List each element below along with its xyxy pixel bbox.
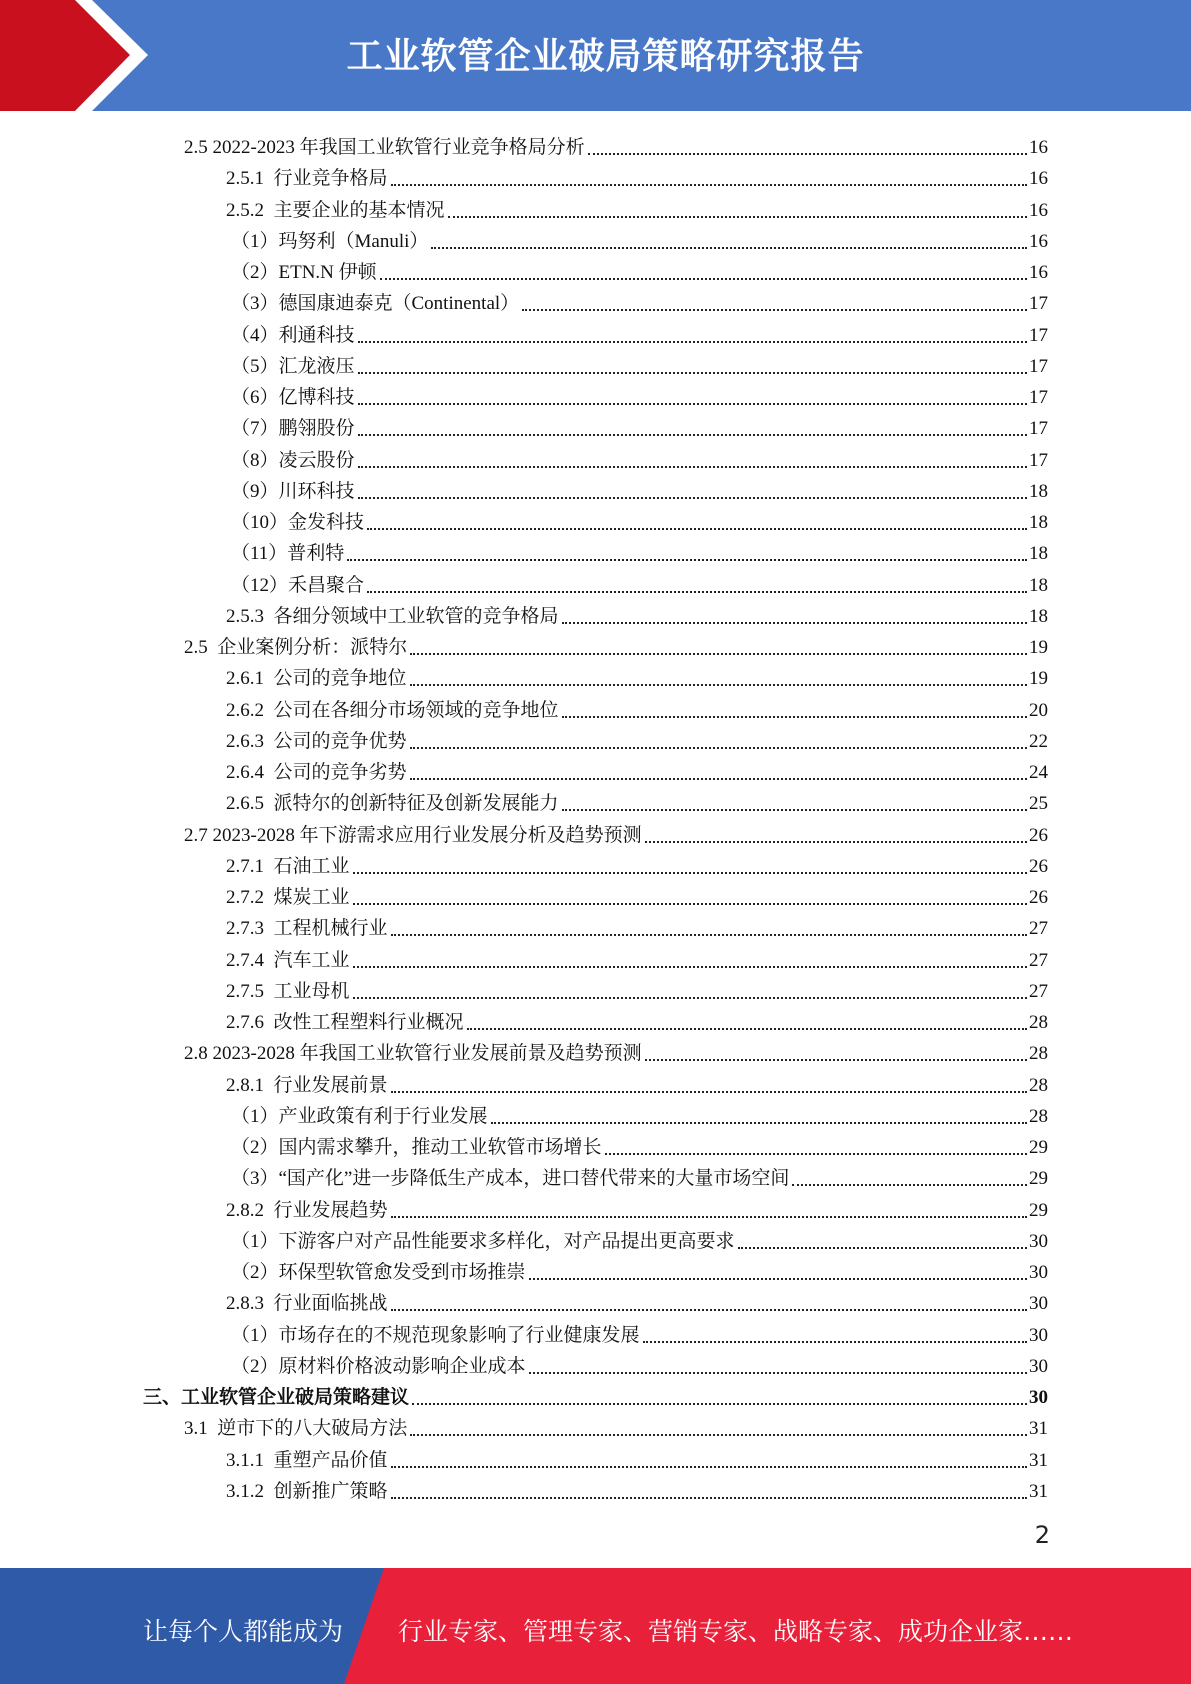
toc-entry[interactable]	[231, 534, 1048, 565]
toc-entry-page: 17	[1029, 449, 1048, 471]
toc-entry-page: 17	[1029, 418, 1048, 440]
toc-dot-leader	[410, 1434, 1027, 1436]
toc-dot-leader	[410, 747, 1027, 749]
toc-entry-title: （1）下游客户对产品性能要求多样化，对产品提出更高要求	[231, 1230, 735, 1252]
toc-entry-page: 16	[1029, 199, 1048, 221]
toc-dot-leader	[358, 403, 1027, 405]
toc-entry-page: 16	[1029, 137, 1048, 158]
toc-entry[interactable]	[231, 503, 1048, 534]
toc-entry[interactable]	[226, 659, 1048, 690]
toc-dot-leader	[358, 497, 1027, 499]
toc-entry-title: 3.1.1 重塑产品价值	[226, 1449, 388, 1471]
toc-entry-title: 2.7.1 石油工业	[226, 855, 350, 877]
toc-entry-title: （11）普利特	[231, 543, 345, 565]
toc-dot-leader	[792, 1184, 1027, 1186]
toc-entry-title: （9）川环科技	[231, 480, 355, 502]
toc-entry[interactable]	[226, 909, 1048, 940]
toc-entry[interactable]	[231, 1128, 1048, 1159]
toc-entry-page: 30	[1029, 1324, 1048, 1346]
toc-entry-title: 2.5.1 行业竞争格局	[226, 168, 388, 190]
toc-entry-page: 16	[1029, 168, 1048, 190]
toc-entry-page: 29	[1029, 1137, 1048, 1158]
toc-entry-title: （2）原材料价格波动影响企业成本	[231, 1355, 526, 1377]
toc-dot-leader	[522, 309, 1027, 311]
toc-dot-leader	[529, 1278, 1027, 1280]
toc-entry-title: 2.7.4 汽车工业	[226, 949, 350, 971]
toc-entry[interactable]	[231, 1347, 1048, 1378]
toc-entry-title: 2.6.4 公司的竞争劣势	[226, 762, 407, 783]
toc-entry-page: 28	[1029, 1074, 1048, 1096]
toc-entry-title: 2.8.1 行业发展前景	[226, 1074, 388, 1096]
toc-entry-page: 16	[1029, 262, 1048, 283]
toc-entry-page: 28	[1029, 1105, 1048, 1127]
toc-entry[interactable]	[184, 816, 1048, 847]
toc-dot-leader	[391, 934, 1027, 936]
toc-entry[interactable]	[231, 441, 1048, 472]
toc-entry-title: （3）“国产化”进一步降低生产成本，进口替代带来的大量市场空间	[231, 1168, 790, 1190]
toc-entry-title: （2）国内需求攀升，推动工业软管市场增长	[231, 1137, 602, 1158]
toc-dot-leader	[367, 528, 1027, 530]
toc-entry[interactable]	[231, 1222, 1048, 1253]
toc-dot-leader	[353, 903, 1027, 905]
toc-entry-title: （4）利通科技	[231, 324, 355, 346]
toc-entry[interactable]	[231, 1316, 1048, 1347]
toc-entry-title: 2.5.3 各细分领域中工业软管的竞争格局	[226, 605, 559, 627]
toc-entry[interactable]	[184, 128, 1048, 159]
toc-dot-leader	[491, 1122, 1027, 1124]
toc-entry-page: 30	[1029, 1355, 1048, 1377]
toc-entry-title: （3）德国康迪泰克（Continental）	[231, 293, 520, 315]
toc-entry-page: 29	[1029, 1168, 1048, 1190]
toc-entry-title: （1）产业政策有利于行业发展	[231, 1105, 488, 1127]
toc-entry-title: （2）环保型软管愈发受到市场推崇	[231, 1262, 526, 1283]
toc-entry[interactable]	[226, 878, 1048, 909]
toc-dot-leader	[588, 153, 1027, 155]
toc-entry-title: 2.7.5 工业母机	[226, 980, 350, 1002]
toc-entry[interactable]	[226, 941, 1048, 972]
toc-dot-leader	[391, 1497, 1027, 1499]
toc-entry[interactable]	[184, 1409, 1048, 1440]
toc-entry[interactable]	[226, 191, 1048, 222]
toc-entry-title: 2.5 2022-2023 年我国工业软管行业竞争格局分析	[184, 137, 585, 158]
footer-slogan-left: 让每个人都能成为	[143, 1617, 344, 1646]
toc-entry-page: 31	[1029, 1449, 1048, 1471]
toc-entry-title: 2.7.3 工程机械行业	[226, 918, 388, 940]
toc-entry[interactable]	[226, 1191, 1048, 1222]
toc-entry-title: 三、工业软管企业破局策略建议	[143, 1387, 410, 1408]
toc-entry-page: 31	[1029, 1418, 1048, 1440]
toc-entry-page: 31	[1029, 1480, 1048, 1502]
toc-entry-page: 17	[1029, 387, 1048, 408]
toc-entry-page: 28	[1029, 1043, 1048, 1065]
toc-entry-page: 16	[1029, 230, 1048, 252]
toc-entry-title: （6）亿博科技	[231, 387, 355, 408]
toc-entry-title: 2.7 2023-2028 年下游需求应用行业发展分析及趋势预测	[184, 824, 642, 846]
toc-entry[interactable]	[231, 1253, 1048, 1284]
toc-entry-title: 2.6.5 派特尔的创新特征及创新发展能力	[226, 793, 559, 815]
toc-entry-page: 18	[1029, 543, 1048, 565]
report-title: 工业软管企业破局策略研究报告	[346, 36, 865, 77]
toc-entry[interactable]	[184, 628, 1048, 659]
toc-entry-page: 29	[1029, 1199, 1048, 1221]
toc-dot-leader	[358, 372, 1027, 374]
page-number: 2	[1034, 1521, 1050, 1549]
toc-entry-title: 2.7.6 改性工程塑料行业概况	[226, 1012, 464, 1033]
toc-entry-page: 18	[1029, 605, 1048, 627]
toc-dot-leader	[358, 434, 1027, 436]
toc-entry-page: 18	[1029, 574, 1048, 596]
toc-entry[interactable]	[226, 1284, 1048, 1315]
toc-entry[interactable]	[143, 1378, 1048, 1409]
toc-entry[interactable]	[231, 316, 1048, 347]
toc-dot-leader	[643, 1341, 1027, 1343]
toc-entry-title: 2.8.2 行业发展趋势	[226, 1199, 388, 1221]
toc-entry-title: （2）ETN.N 伊顿	[231, 262, 377, 283]
toc-dot-leader	[410, 684, 1027, 686]
toc-dot-leader	[605, 1153, 1027, 1155]
toc-entry[interactable]	[226, 1441, 1048, 1472]
toc-dot-leader	[391, 1309, 1027, 1311]
toc-entry-title: 2.6.3 公司的竞争优势	[226, 730, 407, 752]
toc-entry-page: 27	[1029, 949, 1048, 971]
toc-entry-page: 26	[1029, 887, 1048, 908]
toc-entry-title: （12）禾昌聚合	[231, 574, 365, 596]
toc-entry[interactable]	[226, 753, 1048, 784]
toc-entry[interactable]	[231, 378, 1048, 409]
toc-entry[interactable]	[226, 1003, 1048, 1034]
toc-dot-leader	[410, 778, 1027, 780]
toc-entry-page: 19	[1029, 637, 1048, 658]
toc-entry-page: 17	[1029, 355, 1048, 377]
toc-entry[interactable]	[184, 1034, 1048, 1065]
toc-dot-leader	[353, 966, 1027, 968]
footer-banner	[0, 1568, 1191, 1684]
footer-slogan-right: 行业专家、管理专家、营销专家、战略专家、成功企业家……	[398, 1617, 1074, 1646]
toc-entry[interactable]	[226, 691, 1048, 722]
toc-entry-page: 27	[1029, 918, 1048, 940]
toc-entry-page: 17	[1029, 324, 1048, 346]
toc-entry[interactable]	[231, 566, 1048, 597]
toc-dot-leader	[353, 997, 1027, 999]
toc-dot-leader	[358, 466, 1027, 468]
toc-entry-page: 30	[1029, 1262, 1048, 1283]
toc-entry-title: 2.5.2 主要企业的基本情况	[226, 199, 445, 221]
report-header	[0, 0, 1191, 111]
toc-entry-page: 26	[1029, 855, 1048, 877]
toc-dot-leader	[431, 247, 1027, 249]
toc-entry[interactable]	[231, 253, 1048, 284]
toc-dot-leader	[410, 653, 1027, 655]
toc-dot-leader	[367, 591, 1027, 593]
toc-entry[interactable]	[231, 1159, 1048, 1190]
toc-dot-leader	[738, 1247, 1027, 1249]
toc-entry-title: 2.6.1 公司的竞争地位	[226, 668, 407, 690]
toc-entry-page: 18	[1029, 512, 1048, 533]
toc-entry-page: 18	[1029, 480, 1048, 502]
toc-entry-page: 26	[1029, 824, 1048, 846]
toc-dot-leader	[347, 559, 1027, 561]
toc-dot-leader	[391, 184, 1027, 186]
toc-entry[interactable]	[226, 722, 1048, 753]
toc-entry-page: 17	[1029, 293, 1048, 315]
toc-dot-leader	[645, 1059, 1027, 1061]
toc-entry-title: （8）凌云股份	[231, 449, 355, 471]
toc-entry-page: 30	[1029, 1387, 1048, 1408]
toc-entry[interactable]	[231, 222, 1048, 253]
toc-entry[interactable]	[226, 847, 1048, 878]
toc-dot-leader	[448, 216, 1027, 218]
toc-entry[interactable]	[226, 1472, 1048, 1503]
toc-entry-title: 3.1 逆市下的八大破局方法	[184, 1418, 408, 1440]
toc-entry-page: 28	[1029, 1012, 1048, 1033]
toc-dot-leader	[358, 341, 1027, 343]
toc-entry-page: 24	[1029, 762, 1048, 783]
toc-entry-title: （7）鹏翎股份	[231, 418, 355, 440]
toc-entry-page: 22	[1029, 730, 1048, 752]
toc-entry-title: （5）汇龙液压	[231, 355, 355, 377]
toc-entry-title: （1）玛努利（Manuli）	[231, 230, 429, 252]
toc-entry[interactable]	[231, 284, 1048, 315]
toc-dot-leader	[391, 1466, 1027, 1468]
toc-dot-leader	[391, 1091, 1027, 1093]
toc-entry-title: 2.7.2 煤炭工业	[226, 887, 350, 908]
toc-entry[interactable]	[226, 159, 1048, 190]
toc-dot-leader	[529, 1372, 1027, 1374]
toc-dot-leader	[380, 278, 1027, 280]
toc-dot-leader	[391, 1216, 1027, 1218]
toc-entry-title: 3.1.2 创新推广策略	[226, 1480, 388, 1502]
toc-entry[interactable]	[231, 347, 1048, 378]
toc-dot-leader	[467, 1028, 1027, 1030]
toc-dot-leader	[562, 716, 1027, 718]
toc-entry-page: 30	[1029, 1230, 1048, 1252]
toc-entry-title: （10）金发科技	[231, 512, 365, 533]
toc-entry-title: 2.8 2023-2028 年我国工业软管行业发展前景及趋势预测	[184, 1043, 642, 1065]
toc-entry-title: 2.5 企业案例分析：派特尔	[184, 637, 408, 658]
toc-entry[interactable]	[226, 784, 1048, 815]
toc-entry-title: （1）市场存在的不规范现象影响了行业健康发展	[231, 1324, 640, 1346]
toc-dot-leader	[562, 809, 1027, 811]
toc-entry-page: 27	[1029, 980, 1048, 1002]
toc-entry[interactable]	[226, 597, 1048, 628]
toc-entry[interactable]	[231, 472, 1048, 503]
toc-entry-title: 2.8.3 行业面临挑战	[226, 1293, 388, 1315]
toc-entry[interactable]	[231, 1097, 1048, 1128]
toc-entry-page: 25	[1029, 793, 1048, 815]
toc-entry[interactable]	[226, 972, 1048, 1003]
toc-entry-title: 2.6.2 公司在各细分市场领域的竞争地位	[226, 699, 559, 721]
toc-dot-leader	[645, 841, 1027, 843]
toc-entry[interactable]	[226, 1066, 1048, 1097]
toc-entry-page: 20	[1029, 699, 1048, 721]
toc-dot-leader	[353, 872, 1027, 874]
toc-entry[interactable]	[231, 409, 1048, 440]
toc-dot-leader	[412, 1403, 1027, 1405]
toc-dot-leader	[562, 622, 1027, 624]
toc-entry-page: 19	[1029, 668, 1048, 690]
toc-entry-page: 30	[1029, 1293, 1048, 1315]
